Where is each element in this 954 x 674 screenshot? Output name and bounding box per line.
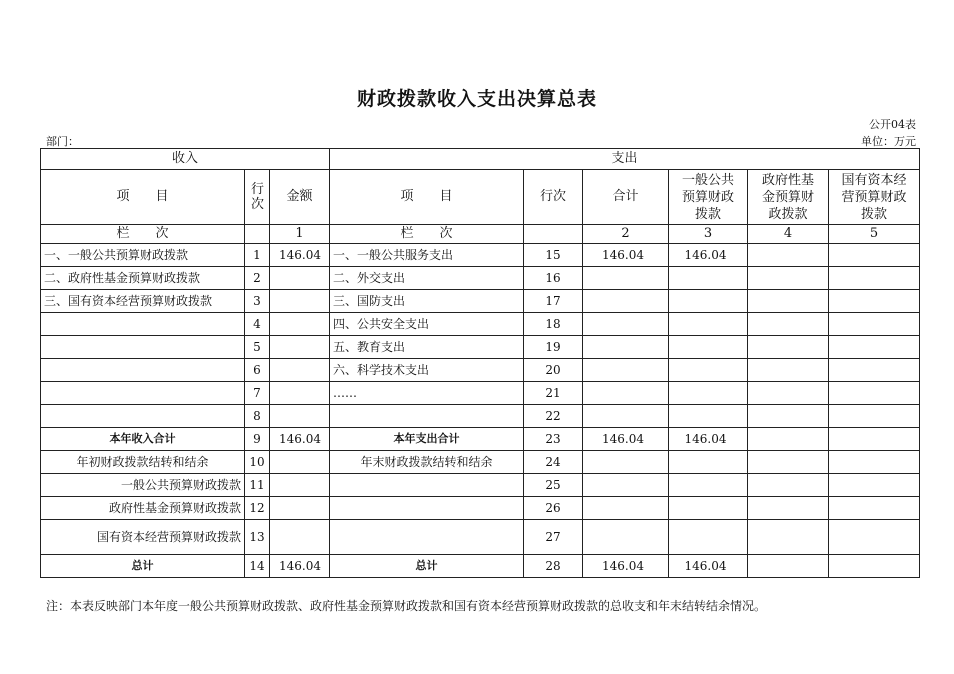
- expense-line-cell: 22: [524, 405, 583, 428]
- income-line-cell: 9: [245, 428, 270, 451]
- expense-total-cell: 146.04: [583, 244, 669, 267]
- expense-total-cell: [583, 520, 669, 555]
- table-row: [41, 428, 920, 451]
- state-capital-cell: [829, 555, 920, 578]
- income-amount-cell: [270, 313, 330, 336]
- income-line-cell: 8: [245, 405, 270, 428]
- state-capital-cell: [829, 428, 920, 451]
- gov-fund-cell: [748, 405, 829, 428]
- general-budget-cell: [669, 336, 748, 359]
- income-amount-cell: 146.04: [270, 428, 330, 451]
- expense-total-cell: 146.04: [583, 555, 669, 578]
- income-line-cell: 11: [245, 474, 270, 497]
- state-capital-cell: [829, 520, 920, 555]
- expense-line-cell: 24: [524, 451, 583, 474]
- expense-line-cell: 27: [524, 520, 583, 555]
- state-capital-cell: [829, 405, 920, 428]
- income-line-cell: 12: [245, 497, 270, 520]
- expense-item-cell: 二、外交支出: [330, 267, 524, 290]
- state-capital-cell: [829, 336, 920, 359]
- income-line-cell: 3: [245, 290, 270, 313]
- table-row: [41, 313, 920, 336]
- col-num-1: 1: [270, 225, 330, 244]
- income-section-header: 收入: [41, 149, 330, 170]
- income-item-cell: 本年收入合计: [41, 428, 245, 451]
- state-capital-cell: [829, 359, 920, 382]
- gov-fund-cell: [748, 267, 829, 290]
- income-item-cell: [41, 405, 245, 428]
- expense-section-header: 支出: [330, 149, 920, 170]
- general-budget-cell: [669, 520, 748, 555]
- income-amount-cell: 146.04: [270, 244, 330, 267]
- expense-item-cell: 本年支出合计: [330, 428, 524, 451]
- income-line-cell: 13: [245, 520, 270, 555]
- expense-item-cell: ……: [330, 382, 524, 405]
- table-row: [41, 451, 920, 474]
- income-item-cell: [41, 382, 245, 405]
- gov-fund-cell: [748, 451, 829, 474]
- expense-item-cell: [330, 497, 524, 520]
- income-amount-cell: [270, 405, 330, 428]
- income-line-cell: 5: [245, 336, 270, 359]
- expense-total-cell: [583, 313, 669, 336]
- state-capital-cell: [829, 451, 920, 474]
- expense-line-cell: 19: [524, 336, 583, 359]
- general-budget-cell: [669, 405, 748, 428]
- footnote: 注：本表反映部门本年度一般公共预算财政拨款、政府性基金预算财政拨款和国有资本经营预算财政拨款的总收支和年末结转结余情况。: [46, 599, 767, 613]
- expense-line-cell: 15: [524, 244, 583, 267]
- budget-table: [40, 148, 920, 578]
- expense-line-cell: 23: [524, 428, 583, 451]
- general-budget-cell: 146.04: [669, 244, 748, 267]
- general-budget-header-text: 一般公共预算财政拨款: [682, 172, 735, 222]
- expense-total-cell: [583, 474, 669, 497]
- table-row: [41, 244, 920, 267]
- income-amount-cell: [270, 382, 330, 405]
- state-capital-cell: [829, 244, 920, 267]
- income-item-cell: [41, 336, 245, 359]
- expense-total-cell: [583, 451, 669, 474]
- income-item-cell: 三、国有资本经营预算财政拨款: [41, 290, 245, 313]
- income-amount-cell: [270, 267, 330, 290]
- income-amount-cell: [270, 520, 330, 555]
- gov-fund-cell: [748, 244, 829, 267]
- expense-item-cell: 总计: [330, 555, 524, 578]
- expense-item-cell: 年末财政拨款结转和结余: [330, 451, 524, 474]
- table-row: [41, 405, 920, 428]
- income-amount-cell: [270, 359, 330, 382]
- general-budget-cell: [669, 267, 748, 290]
- expense-total-cell: [583, 267, 669, 290]
- state-capital-cell: [829, 313, 920, 336]
- expense-item-cell: 四、公共安全支出: [330, 313, 524, 336]
- unit-label: 单位：万元: [861, 135, 916, 148]
- income-line-cell: 6: [245, 359, 270, 382]
- detail-rows: [41, 244, 920, 428]
- expense-item-cell: 六、科学技术支出: [330, 359, 524, 382]
- table-row: [41, 382, 920, 405]
- income-item-cell: 一般公共预算财政拨款: [41, 474, 245, 497]
- income-line-cell: 14: [245, 555, 270, 578]
- table-row: [41, 359, 920, 382]
- gov-fund-cell: [748, 555, 829, 578]
- general-budget-cell: [669, 474, 748, 497]
- expense-general-budget-header: [669, 170, 748, 225]
- gov-fund-cell: [748, 359, 829, 382]
- expense-line-cell: 16: [524, 267, 583, 290]
- income-line-cell: 1: [245, 244, 270, 267]
- form-number: 公开04表: [869, 118, 916, 131]
- general-budget-cell: [669, 497, 748, 520]
- expense-gov-fund-header: [748, 170, 829, 225]
- table-row: [41, 497, 920, 520]
- state-capital-cell: [829, 474, 920, 497]
- table-row: [41, 474, 920, 497]
- gov-fund-cell: [748, 520, 829, 555]
- income-line-cell: 4: [245, 313, 270, 336]
- expense-item-cell: [330, 474, 524, 497]
- expense-total-cell: [583, 359, 669, 382]
- income-line-cell: 7: [245, 382, 270, 405]
- income-line-cell: 10: [245, 451, 270, 474]
- col-label-expense: 栏 次: [330, 225, 524, 244]
- income-amount-cell: 146.04: [270, 555, 330, 578]
- gov-fund-cell: [748, 313, 829, 336]
- income-line-header: [245, 170, 270, 225]
- table-row: [41, 290, 920, 313]
- state-capital-cell: [829, 382, 920, 405]
- income-item-cell: 年初财政拨款结转和结余: [41, 451, 245, 474]
- gov-fund-cell: [748, 497, 829, 520]
- table-row: [41, 267, 920, 290]
- expense-total-header: 合计: [583, 170, 669, 225]
- col-label-income: 栏 次: [41, 225, 245, 244]
- col-num-4: 4: [748, 225, 829, 244]
- general-budget-cell: [669, 313, 748, 336]
- expense-total-cell: [583, 336, 669, 359]
- gov-fund-cell: [748, 474, 829, 497]
- income-item-cell: 政府性基金预算财政拨款: [41, 497, 245, 520]
- income-item-header: 项 目: [41, 170, 245, 225]
- gov-fund-cell: [748, 428, 829, 451]
- income-item-cell: 国有资本经营预算财政拨款: [41, 520, 245, 555]
- gov-fund-header-text: 政府性基金预算财政拨款: [762, 172, 815, 222]
- state-capital-cell: [829, 267, 920, 290]
- table-row: [41, 555, 920, 578]
- income-line-header-text: 行次: [251, 182, 265, 212]
- expense-line-cell: 20: [524, 359, 583, 382]
- income-amount-cell: [270, 290, 330, 313]
- gov-fund-cell: [748, 290, 829, 313]
- expense-total-cell: [583, 497, 669, 520]
- state-capital-cell: [829, 290, 920, 313]
- income-amount-header: 金额: [270, 170, 330, 225]
- expense-item-cell: [330, 520, 524, 555]
- expense-line-cell: 28: [524, 555, 583, 578]
- expense-total-cell: [583, 290, 669, 313]
- expense-line-cell: 21: [524, 382, 583, 405]
- gov-fund-cell: [748, 336, 829, 359]
- page-title: 财政拨款收入支出决算总表: [356, 88, 597, 110]
- expense-line-cell: 17: [524, 290, 583, 313]
- income-item-cell: 总计: [41, 555, 245, 578]
- col-num-5: 5: [829, 225, 920, 244]
- general-budget-cell: 146.04: [669, 555, 748, 578]
- expense-line-cell: 25: [524, 474, 583, 497]
- income-item-cell: [41, 359, 245, 382]
- income-item-cell: 一、一般公共预算财政拨款: [41, 244, 245, 267]
- expense-line-cell: 26: [524, 497, 583, 520]
- general-budget-cell: [669, 451, 748, 474]
- income-item-cell: [41, 313, 245, 336]
- department-label: 部门：: [46, 135, 79, 148]
- col-num-2: 2: [583, 225, 669, 244]
- state-capital-cell: [829, 497, 920, 520]
- general-budget-cell: [669, 382, 748, 405]
- income-amount-cell: [270, 497, 330, 520]
- table-row: [41, 336, 920, 359]
- income-item-cell: 二、政府性基金预算财政拨款: [41, 267, 245, 290]
- income-amount-cell: [270, 451, 330, 474]
- expense-item-cell: 五、教育支出: [330, 336, 524, 359]
- expense-total-cell: [583, 405, 669, 428]
- expense-item-cell: 三、国防支出: [330, 290, 524, 313]
- income-line-cell: 2: [245, 267, 270, 290]
- expense-state-capital-header: [829, 170, 920, 225]
- income-amount-cell: [270, 474, 330, 497]
- income-amount-cell: [270, 336, 330, 359]
- table-row: [41, 520, 920, 555]
- col-blank-1: [245, 225, 270, 244]
- general-budget-cell: [669, 290, 748, 313]
- summary-rows: [41, 428, 920, 578]
- state-capital-header-text: 国有资本经营预算财政拨款: [841, 172, 907, 222]
- expense-item-cell: [330, 405, 524, 428]
- general-budget-cell: [669, 359, 748, 382]
- gov-fund-cell: [748, 382, 829, 405]
- expense-line-header: 行次: [524, 170, 583, 225]
- general-budget-cell: 146.04: [669, 428, 748, 451]
- expense-item-header: 项 目: [330, 170, 524, 225]
- col-blank-2: [524, 225, 583, 244]
- expense-item-cell: 一、一般公共服务支出: [330, 244, 524, 267]
- expense-total-cell: 146.04: [583, 428, 669, 451]
- col-num-3: 3: [669, 225, 748, 244]
- expense-total-cell: [583, 382, 669, 405]
- expense-line-cell: 18: [524, 313, 583, 336]
